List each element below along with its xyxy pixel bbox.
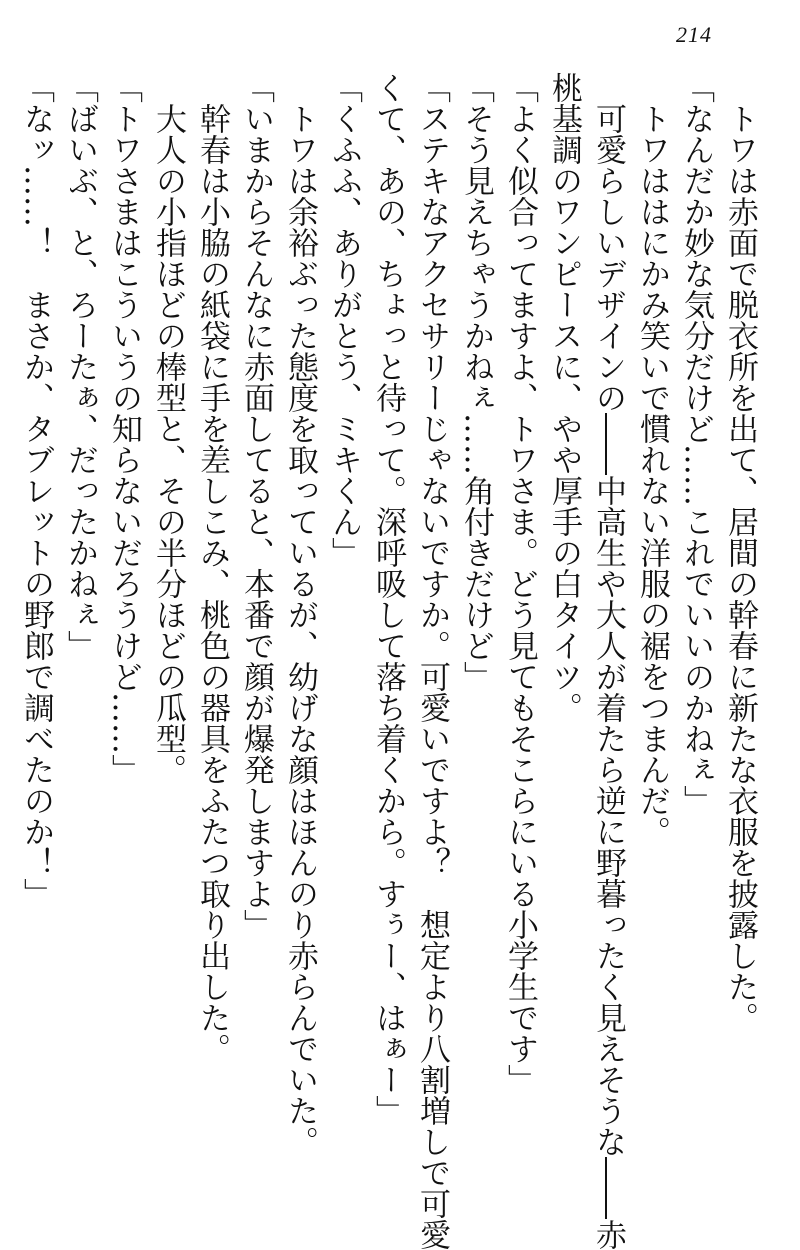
text-line: 「なッ……！ まさか、タブレットの野郎で調べたのか！」: [18, 72, 54, 909]
text-line: 「ばいぶ、と、ろーたぁ、だったかねぇ」: [62, 72, 98, 661]
text-line: 「そう見えちゃうかねぇ……角付きだけど」: [458, 72, 494, 692]
text-line: 桃基調のワンピースに、やや厚手の白タイツ。: [546, 72, 582, 723]
text-line: くて、あの、ちょっと待って。深呼吸して落ち着くから。すぅー、はぁー」: [370, 72, 406, 1126]
text-line: 「トワさまはこういうの知らないだろうけど……」: [106, 72, 142, 785]
text-line: 大人の小指ほどの棒型と、その半分ほどの瓜型。: [150, 103, 186, 785]
text-line: 「いまからそんなに赤面してると、本番で顔が爆発しますよ」: [238, 72, 274, 940]
text-line: 「ステキなアクセサリーじゃないですか。可愛いですよ？ 想定より八割増しで可愛: [414, 72, 450, 1250]
text-line: トワは余裕ぶった態度を取っているが、幼げな顔はほんのり赤らんでいた。: [282, 103, 318, 1157]
text-line: 「くふふ、ありがとう、ミキくん」: [326, 72, 362, 568]
novel-text-body: [18, 72, 762, 1250]
text-line: 「よく似合ってますよ、トワさま。どう見てもそこらにいる小学生です」: [502, 72, 538, 1095]
text-line: トワははにかみ笑いで慣れない洋服の裾をつまんだ。: [634, 103, 670, 847]
text-line: トワは赤面で脱衣所を出て、居間の幹春に新たな衣服を披露した。: [722, 103, 758, 1033]
text-line: 可愛らしいデザインの――中高生や大人が着たら逆に野暮ったく見えそうな――赤: [590, 103, 626, 1250]
text-line: 幹春は小脇の紙袋に手を差しこみ、桃色の器具をふたつ取り出した。: [194, 103, 230, 1064]
text-line: 「なんだか妙な気分だけど……これでいいのかねぇ」: [678, 72, 714, 816]
page-number: 214: [676, 22, 712, 47]
